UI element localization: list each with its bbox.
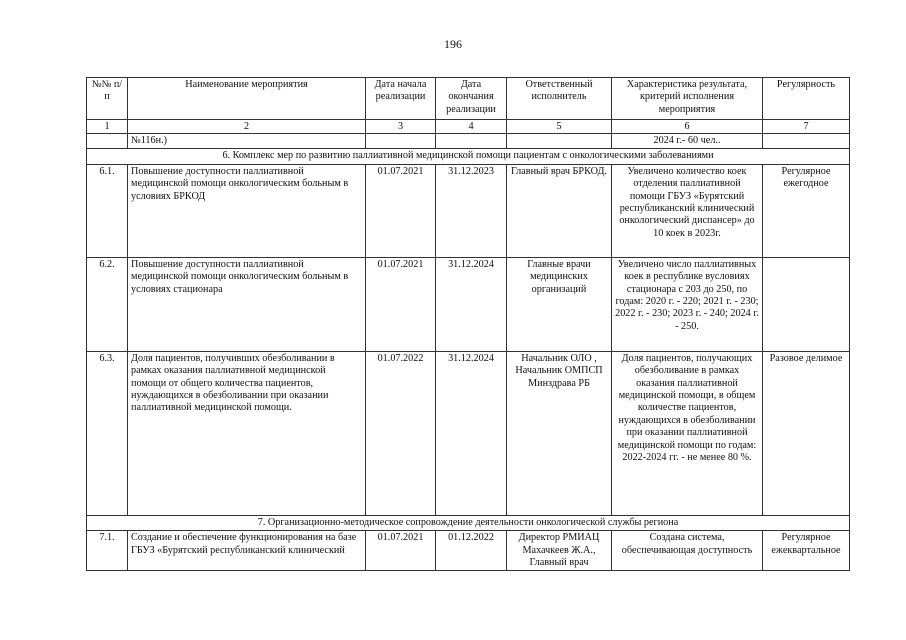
column-number: 4 bbox=[436, 120, 507, 134]
row-responsible: Главный врач БРКОД. bbox=[507, 164, 612, 257]
header-result: Характеристика результата, критерий исполнения мероприятия bbox=[612, 78, 763, 120]
row-end: 31.12.2024 bbox=[436, 257, 507, 351]
page-number: 196 bbox=[444, 37, 462, 51]
section-row bbox=[87, 515, 850, 530]
header-responsible: Ответственный исполнитель bbox=[507, 78, 612, 120]
row-end: 31.12.2024 bbox=[436, 351, 507, 515]
table-row bbox=[87, 531, 850, 571]
row-start: 01.07.2021 bbox=[366, 164, 436, 257]
row-regularity: Регулярное ежегодное bbox=[763, 164, 850, 257]
row-responsible: Главные врачи медицинских организаций bbox=[507, 257, 612, 351]
row-end: 31.12.2023 bbox=[436, 164, 507, 257]
row-regularity: Регулярное ежеквартальное bbox=[763, 531, 850, 571]
column-number-row bbox=[87, 120, 850, 134]
table-row bbox=[87, 257, 850, 351]
column-number: 3 bbox=[366, 120, 436, 134]
header-regularity: Регулярность bbox=[763, 78, 850, 120]
table-row bbox=[87, 351, 850, 515]
row-responsible: Начальник ОЛО , Начальник ОМПСП Минздрава РБ bbox=[507, 351, 612, 515]
column-number: 2 bbox=[128, 120, 366, 134]
column-number: 7 bbox=[763, 120, 850, 134]
row-num: 6.2. bbox=[87, 257, 128, 351]
row-start: 01.07.2021 bbox=[366, 257, 436, 351]
row-start: 01.07.2022 bbox=[366, 351, 436, 515]
row-name: Доля пациентов, получивших обезболивании в рамках оказания паллиативной медицинской помощи от общего количества пациентов, нуждающихся в обезболивании при оказании паллиативной медицинской помощи. bbox=[128, 351, 366, 515]
row-start: 01.07.2021 bbox=[366, 531, 436, 571]
header-start: Дата начала реализации bbox=[366, 78, 436, 120]
header-row bbox=[87, 78, 850, 120]
row-result: Увеличено число паллиативных коек в республике вусловиях стационара с 203 до 250, по годам: 2020 г. - 220; 2021 г. - 230; 2022 г. - 230; 2023 г. - 240; 2024 г. - 250. bbox=[612, 257, 763, 351]
activities-table bbox=[86, 77, 850, 571]
carry-over-row bbox=[87, 134, 850, 149]
row-result: Создана система, обеспечивающая доступность bbox=[612, 531, 763, 571]
header-name: Наименование мероприятия bbox=[128, 78, 366, 120]
header-end: Дата окончания реализации bbox=[436, 78, 507, 120]
row-result: Доля пациентов, получающих обезболивание в рамках оказания паллиативной медицинской помощи, в общем количестве пациентов, нуждающихся в обезболивании при оказании паллиативной медицинской помощи по годам: 2022-2024 гг. - не менее 80 %. bbox=[612, 351, 763, 515]
row-num: 7.1. bbox=[87, 531, 128, 571]
section-7-title: 7. Организационно-методическое сопровождение деятельности онкологической службы региона bbox=[87, 515, 850, 530]
row-regularity bbox=[763, 257, 850, 351]
row-result: Увеличено количество коек отделения паллиативной помощи ГБУЗ «Бурятский республиканский клинический онкологический диспансер» до 10 коек в 2023г. bbox=[612, 164, 763, 257]
carry-name: №116н.) bbox=[128, 134, 366, 149]
row-num: 6.3. bbox=[87, 351, 128, 515]
row-name: Повышение доступности паллиативной медицинской помощи онкологическим больным в условиях БРКОД bbox=[128, 164, 366, 257]
row-name: Повышение доступности паллиативной медицинской помощи онкологическим больным в условиях стационара bbox=[128, 257, 366, 351]
row-responsible: Директор РМИАЦ Махачкеев Ж.А., Главный врач bbox=[507, 531, 612, 571]
row-name: Создание и обеспечение функционирования на базе ГБУЗ «Бурятский республиканский клинический bbox=[128, 531, 366, 571]
row-regularity: Разовое делимое bbox=[763, 351, 850, 515]
column-number: 5 bbox=[507, 120, 612, 134]
section-row bbox=[87, 149, 850, 164]
column-number: 6 bbox=[612, 120, 763, 134]
row-end: 01.12.2022 bbox=[436, 531, 507, 571]
carry-result: 2024 г.- 60 чел.. bbox=[612, 134, 763, 149]
column-number: 1 bbox=[87, 120, 128, 134]
table-row bbox=[87, 164, 850, 257]
header-num: №№ п/п bbox=[87, 78, 128, 120]
section-6-title: 6. Комплекс мер по развитию паллиативной медицинской помощи пациентам с онкологическими заболеваниями bbox=[87, 149, 850, 164]
row-num: 6.1. bbox=[87, 164, 128, 257]
